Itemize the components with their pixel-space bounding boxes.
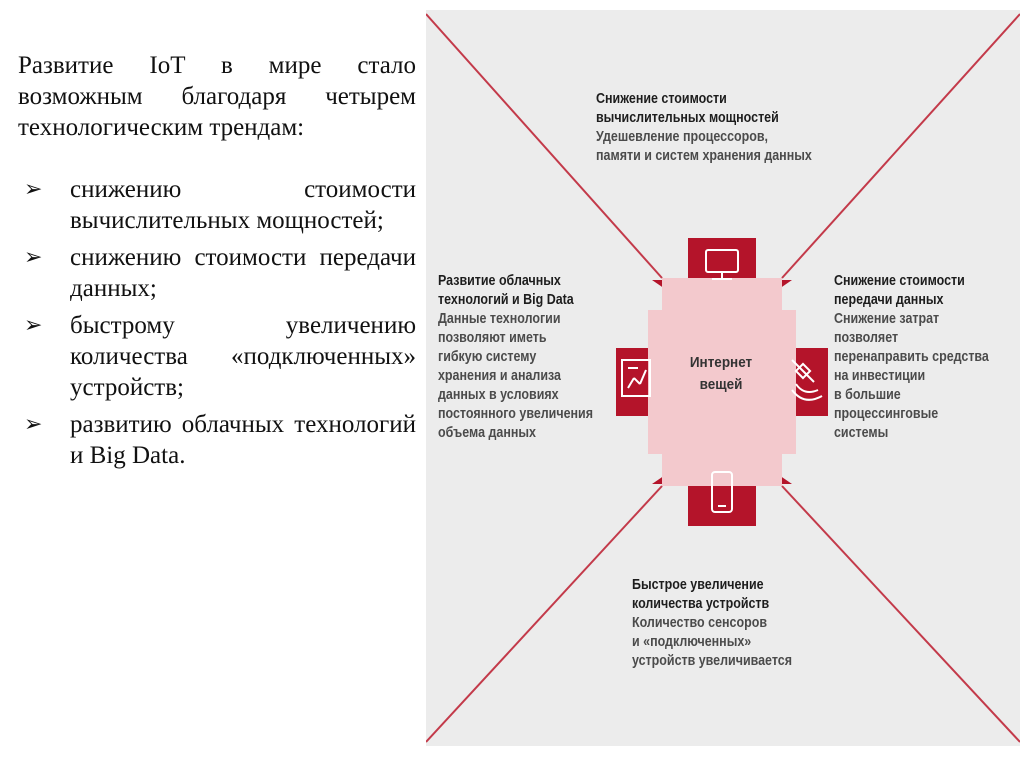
left-title-line: технологий и Big Data (438, 292, 574, 308)
right-desc-line: в большие (834, 387, 901, 403)
center-label: Интернет вещей (689, 354, 753, 393)
intro-paragraph: Развитие IoT в мире стало возможным благодаря четырем технологическим трендам: (18, 52, 416, 141)
left-text-column (18, 50, 416, 477)
right-desc-line: процессинговые (834, 406, 939, 422)
diagonal-line-bottom-left (426, 486, 662, 742)
right-desc-line: системы (834, 425, 889, 441)
right-title-line: Снижение стоимости (834, 273, 965, 289)
left-block (438, 272, 593, 443)
left-desc-line: постоянного увеличения (438, 406, 594, 422)
arrow-bullet-icon: ➢ (24, 177, 43, 202)
top-desc-line: Удешевление процессоров, (596, 129, 768, 145)
list-item: ➢ снижению стоимости вычислительных мощностей; (24, 176, 416, 234)
right-block (834, 272, 989, 443)
left-desc-line: позволяют иметь (438, 330, 547, 346)
bottom-desc-line: и «подключенных» (632, 634, 752, 650)
bottom-block (632, 576, 792, 671)
top-block (596, 90, 812, 166)
diagonal-line-bottom-right (782, 486, 1020, 742)
bottom-desc-line: Количество сенсоров (632, 615, 768, 631)
left-desc-line: данных в условиях (438, 387, 559, 403)
list-item: ➢ развитию облачных технологий и Big Data. (24, 411, 416, 469)
top-title-line: Снижение стоимости (596, 91, 727, 107)
left-title-line: Развитие облачных (438, 273, 561, 289)
right-desc-line: на инвестиции (834, 368, 926, 384)
right-desc-line: Снижение затрат (834, 311, 940, 327)
right-desc-line: позволяет (834, 330, 899, 346)
iot-diagram (426, 10, 1020, 746)
left-desc-line: гибкую систему (438, 349, 537, 365)
arrow-bullet-icon: ➢ (24, 245, 43, 270)
arrow-bullet-icon: ➢ (24, 412, 43, 437)
right-desc-line: перенаправить средства (834, 349, 989, 365)
trend-list (18, 174, 416, 471)
left-desc-line: Данные технологии (438, 311, 561, 327)
right-title-line: передачи данных (834, 292, 944, 308)
bottom-title-line: Быстрое увеличение (632, 577, 764, 593)
arrow-bullet-icon: ➢ (24, 313, 43, 338)
left-desc-line: хранения и анализа (438, 368, 561, 384)
diagonal-line-top-right (782, 14, 1020, 278)
left-desc-line: объема данных (438, 425, 536, 441)
bottom-title-line: количества устройств (632, 596, 770, 612)
list-item: ➢ снижению стоимости передачи данных; (24, 244, 416, 302)
bottom-desc-line: устройств увеличивается (632, 653, 792, 669)
list-item: ➢ быстрому увеличению количества «подключенных» устройств; (24, 312, 416, 401)
top-title-line: вычислительных мощностей (596, 110, 779, 126)
top-desc-line: памяти и систем хранения данных (596, 148, 812, 164)
